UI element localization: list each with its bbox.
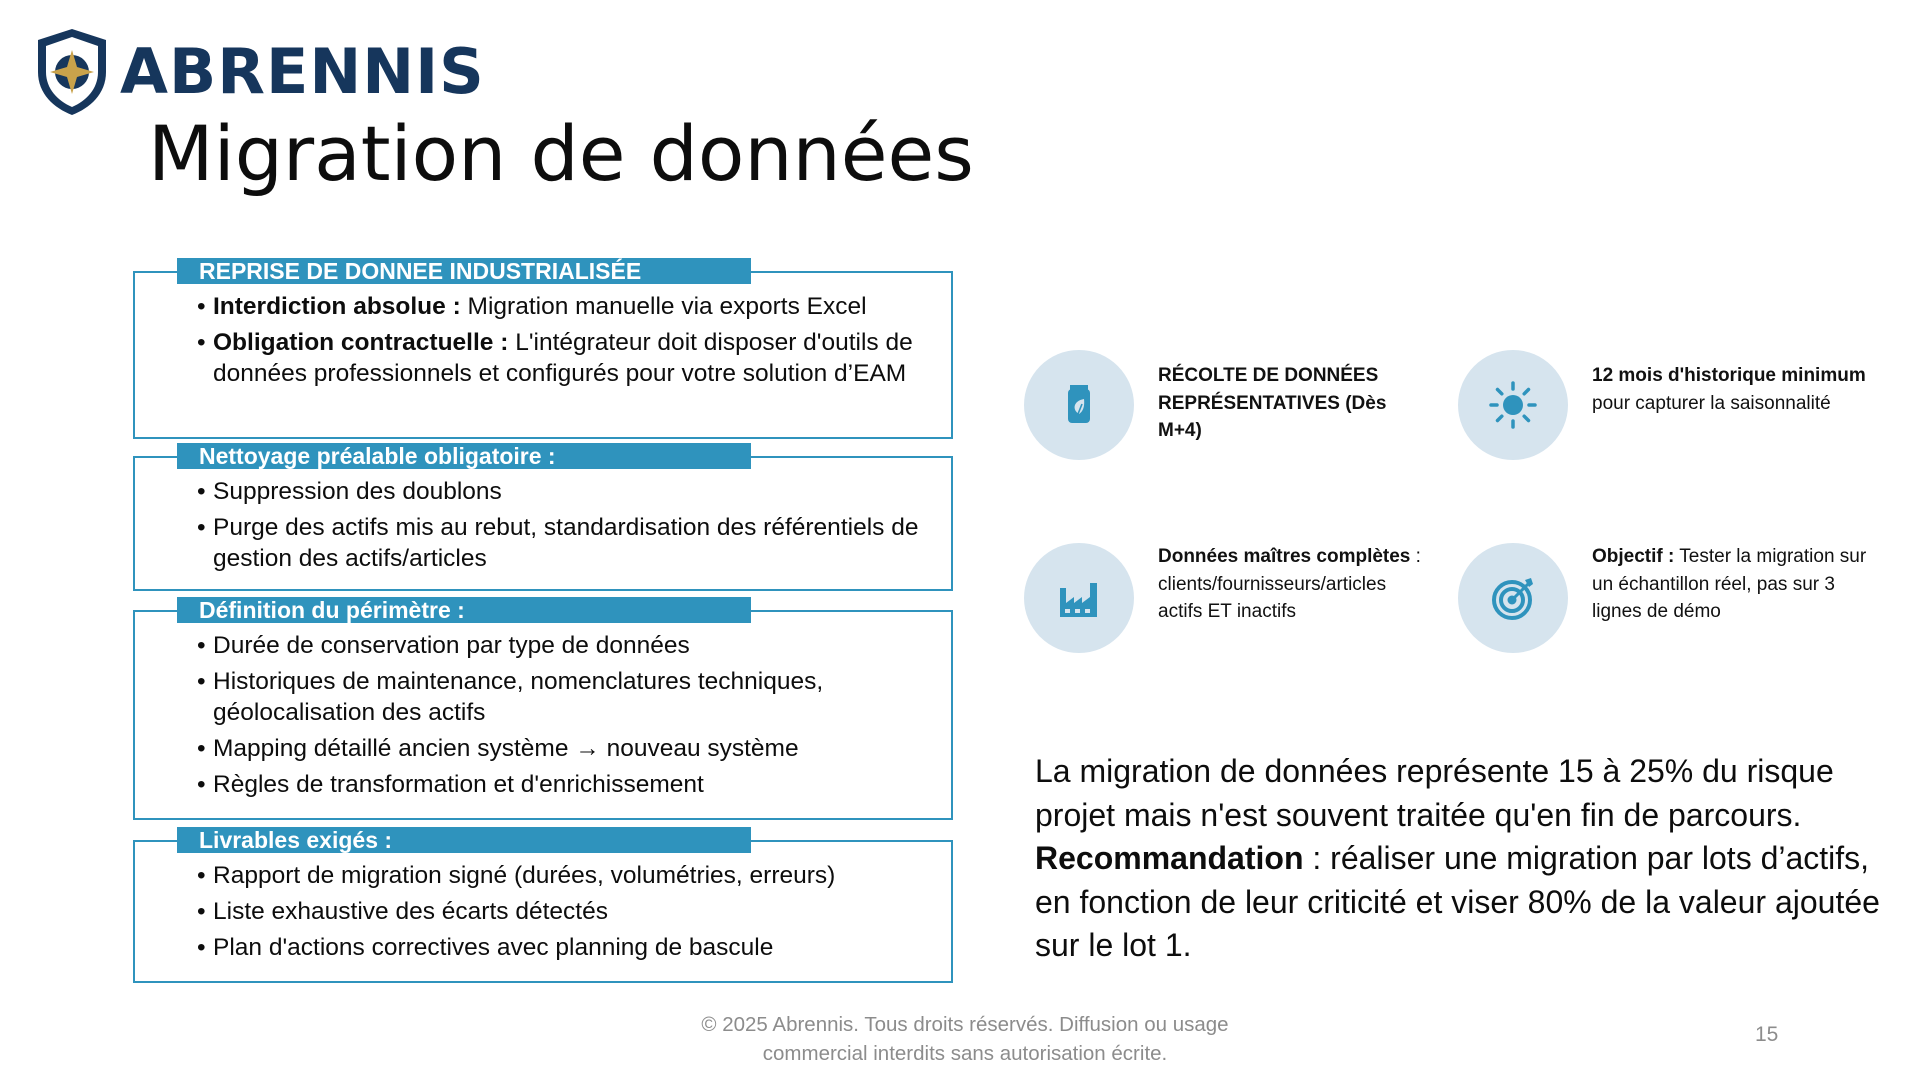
bullet-strong: Interdiction absolue : — [213, 293, 461, 320]
sun-icon — [1485, 377, 1541, 433]
summary-paragraph — [1035, 750, 1905, 968]
section-header: Livrables exigés : — [177, 827, 751, 853]
seed-bag-icon — [1051, 377, 1107, 433]
footer-copyright: © 2025 Abrennis. Tous droits réservés. Diffusion ou usage commercial interdits sans autorisation écrite. — [701, 1013, 1229, 1065]
section-box-livrables — [133, 827, 953, 983]
section-header: Nettoyage préalable obligatoire : — [177, 443, 751, 469]
recommendation-label: Recommandation — [1035, 840, 1304, 876]
section-header: Définition du périmètre : — [177, 597, 751, 623]
list-item: • Durée de conservation par type de données — [197, 630, 921, 661]
feature-recolte — [1024, 350, 1424, 460]
page-number: 15 — [1755, 1023, 1779, 1046]
page-title: Migration de données — [148, 109, 974, 198]
feature-normal: : clients/fournisseurs/articles actifs ET inactifs — [1158, 546, 1421, 622]
section-header: REPRISE DE DONNEE INDUSTRIALISÉE — [177, 258, 751, 284]
list-item — [197, 291, 921, 322]
bullet-text: Migration manuelle via exports Excel — [460, 293, 867, 320]
list-item: • Purge des actifs mis au rebut, standardisation des référentiels de gestion des actifs/articles — [197, 512, 921, 574]
brand-logo — [34, 26, 485, 118]
list-item: • Plan d'actions correctives avec planning de bascule — [197, 932, 921, 963]
bullet-list — [197, 291, 921, 394]
bullet-list — [197, 860, 921, 968]
list-item: • Liste exhaustive des écarts détectés — [197, 896, 921, 927]
list-item: • Rapport de migration signé (durées, volumétries, erreurs) — [197, 860, 921, 891]
bullet-list — [197, 476, 921, 579]
list-item: • Suppression des doublons — [197, 476, 921, 507]
feature-objectif — [1458, 543, 1898, 653]
feature-text — [1592, 350, 1872, 417]
feature-donnees-maitres — [1024, 543, 1444, 653]
bullet-text: L'intégrateur doit disposer d'outils de données professionnels et configurés pour votre solution d’EAM — [213, 329, 913, 387]
feature-normal: pour capturer la saisonnalité — [1592, 392, 1831, 414]
feature-text — [1592, 543, 1872, 626]
feature-icon-circle — [1458, 350, 1568, 460]
feature-strong: Objectif : — [1592, 546, 1675, 567]
brand-name: ABRENNIS — [120, 35, 485, 108]
feature-text — [1158, 350, 1424, 445]
list-item: • Mapping détaillé ancien système → nouveau système — [197, 733, 921, 764]
summary-recommendation — [1035, 837, 1905, 968]
bullet-list — [197, 630, 921, 805]
feature-icon-circle — [1024, 350, 1134, 460]
shield-compass-logo-icon — [34, 26, 110, 118]
feature-icon-circle — [1024, 543, 1134, 653]
target-icon — [1485, 570, 1541, 626]
feature-strong: RÉCOLTE DE DONNÉES REPRÉSENTATIVES (Dès M+4) — [1158, 365, 1387, 441]
recommendation-text: : réaliser une migration par lots d’actifs, en fonction de leur criticité et viser 80% de la valeur ajoutée sur le lot 1. — [1035, 840, 1880, 963]
feature-normal: Tester la migration sur un échantillon réel, pas sur 3 lignes de démo — [1592, 546, 1867, 622]
list-item: • Historiques de maintenance, nomenclatures techniques, géolocalisation des actifs — [197, 666, 921, 728]
summary-intro: La migration de données représente 15 à 25% du risque projet mais n'est souvent traitée qu'en fin de parcours. — [1035, 753, 1834, 833]
feature-historique — [1458, 350, 1898, 460]
list-item: • Règles de transformation et d'enrichissement — [197, 769, 921, 800]
section-box-nettoyage — [133, 443, 953, 591]
feature-text — [1158, 543, 1428, 626]
feature-icon-circle — [1458, 543, 1568, 653]
section-box-reprise — [133, 258, 953, 439]
feature-strong: 12 mois d'historique minimum — [1592, 365, 1866, 386]
bullet-strong: Obligation contractuelle : — [213, 329, 509, 356]
section-box-perimetre — [133, 597, 953, 820]
factory-icon — [1051, 570, 1107, 626]
list-item — [197, 327, 921, 389]
feature-strong: Données maîtres complètes — [1158, 546, 1411, 567]
